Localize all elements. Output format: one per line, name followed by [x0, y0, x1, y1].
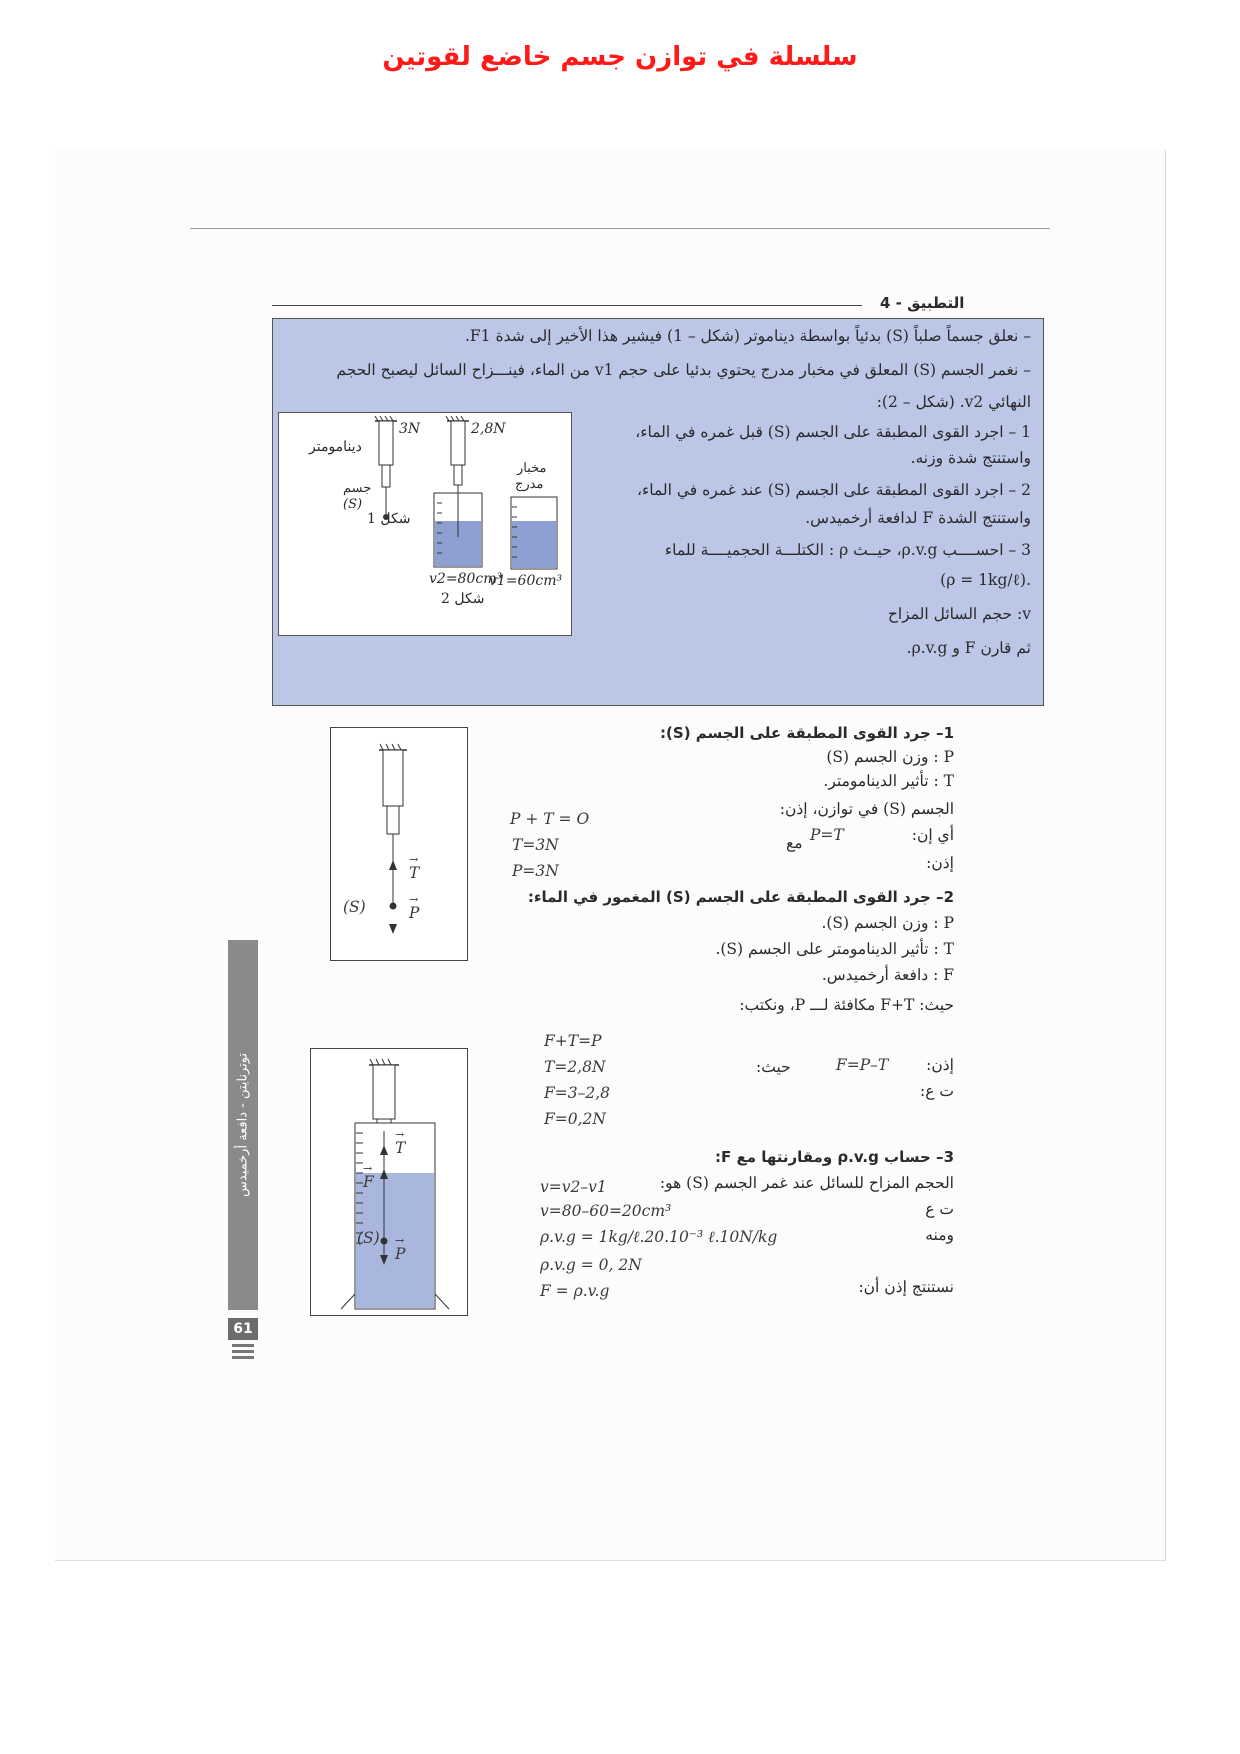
- dynamometer-label: دينامومتر: [309, 439, 362, 455]
- vector-t-label: → T: [409, 864, 419, 882]
- part2-eq4: F=0,2N: [544, 1110, 606, 1128]
- body-s-label: (S): [343, 898, 366, 916]
- application-line-3: النهائي v2. (شكل – 2):: [876, 393, 1031, 411]
- solution-figure-2-drawing: [311, 1049, 467, 1315]
- question-2a: 2 – اجرد القوى المطبقة على الجسم (S) عند غمره في الماء،: [636, 481, 1031, 499]
- part2-eq1: F+T=P: [544, 1032, 602, 1050]
- application-title-rule: [272, 305, 862, 306]
- part1-vector-equation: P + T = O: [510, 810, 590, 828]
- part1-equilibrium: الجسم (S) في توازن، إذن:: [779, 800, 954, 818]
- question-3b: .(ρ = 1kg/ℓ): [940, 571, 1031, 589]
- part3-eq4: ρ.v.g = 0, 2N: [540, 1256, 642, 1274]
- body-symbol: (S): [343, 497, 363, 512]
- side-tab: [228, 940, 258, 1310]
- figure-1-label: شكل 1: [367, 511, 411, 527]
- part3-wa-minhu: ومنه: [925, 1226, 954, 1244]
- part2-eq2: T=2,8N: [544, 1058, 606, 1076]
- part1-item-t: T : تأثير الدينامومتر.: [823, 772, 954, 790]
- part1-idhan: إذن:: [926, 854, 954, 872]
- part2-te: ت ع:: [920, 1082, 954, 1100]
- part2-idhan: إذن:: [926, 1056, 954, 1074]
- page-number: 61: [228, 1318, 258, 1340]
- question-3c: v: حجم السائل المزاح: [887, 605, 1031, 623]
- fig2-body-s-label: (S): [357, 1229, 380, 1247]
- part2-item-f: F : دافعة أرخميدس.: [821, 966, 954, 984]
- question-2b: واستنتج الشدة F لدافعة أرخميدس.: [805, 509, 1031, 527]
- page-title: سلسلة في توازن جسم خاضع لقوتين: [382, 42, 858, 72]
- top-divider: [190, 228, 1050, 229]
- solution-figure-1-drawing: [331, 728, 467, 960]
- cylinder-label-1: مخبار: [517, 461, 547, 476]
- part2-item-p: P : وزن الجسم (S).: [821, 914, 954, 932]
- part1-item-p: P : وزن الجسم (S): [826, 748, 954, 766]
- part1-t-value: T=3N: [512, 836, 559, 854]
- question-3a: 3 – احســــب ρ.v.g، حيــث ρ : الكتلـــة الحجميــــة للماء: [664, 541, 1031, 559]
- reading-3n: 3N: [399, 421, 421, 437]
- part3-heading: 3– حساب ρ.v.g ومقارنتها مع F:: [714, 1148, 954, 1166]
- part1-p-equals-t: P=T: [810, 826, 844, 844]
- part1-ai-an: أي إن:: [911, 826, 954, 844]
- part3-te: ت ع: [925, 1200, 954, 1218]
- question-3d: ثم قارن F و ρ.v.g.: [906, 639, 1031, 657]
- part1-heading: 1– جرد القوى المطبقة على الجسم (S):: [660, 724, 954, 742]
- application-line-1: – نعلق جسماً صلباً (S) بدئياً بواسطة ديناموتر (شكل – 1) فيشير هذا الأخير إلى شدة F1.: [464, 327, 1031, 345]
- solution-figure-2: [310, 1048, 468, 1316]
- part3-conclude: نستنتج إذن أن:: [858, 1278, 954, 1296]
- part1-p-value: P=3N: [512, 862, 559, 880]
- solution-figure-1: [330, 727, 468, 961]
- figure-1-drawing: [375, 416, 397, 520]
- part2-eq3: F=3–2,8: [544, 1084, 611, 1102]
- reading-2-8n: 2,8N: [471, 421, 506, 437]
- part3-line1: الحجم المزاح للسائل عند غمر الجسم (S) هو:: [659, 1174, 954, 1192]
- part2-heading: 2– جرد القوى المطبقة على الجسم (S) المغمور في الماء:: [527, 888, 954, 906]
- fig2-vector-f-label: → F: [363, 1173, 374, 1191]
- vector-p-label: → P: [409, 904, 419, 922]
- application-line-2: – نغمر الجسم (S) المعلق في مخبار مدرج يحتوي بدئيا على حجم v1 من الماء، فينـــزاح السائل ليصبح الحجم: [336, 361, 1031, 379]
- cylinder-label-2: مدرج: [515, 477, 544, 492]
- figure-2-drawing: [434, 416, 482, 567]
- question-1a: 1 – اجرد القوى المطبقة على الجسم (S) قبل غمره في الماء،: [635, 423, 1031, 441]
- part2-item-t: T : تأثير الدينامومتر على الجسم (S).: [715, 940, 954, 958]
- application-figure: [278, 412, 572, 636]
- fig2-vector-t-label: → T: [395, 1139, 405, 1157]
- part2-haythu: حيث:: [756, 1058, 791, 1076]
- figure-2-label: شكل 2: [441, 591, 485, 607]
- page-number-bars: [232, 1344, 254, 1362]
- graduated-cylinder-drawing: [511, 497, 557, 569]
- part3-eq2: v=80–60=20cm³: [540, 1202, 672, 1220]
- part1-ma: مع: [786, 834, 803, 852]
- v2-label: v2=80cm³: [429, 571, 503, 587]
- part3-eq5: F = ρ.v.g: [540, 1282, 610, 1300]
- side-tab-text: توترنايتن - دافعة أرخميدس: [235, 1052, 251, 1198]
- part2-f-expression: F=P–T: [836, 1056, 889, 1074]
- part3-eq1: v=v2–v1: [540, 1178, 607, 1196]
- v1-label: v1=60cm³: [489, 573, 563, 589]
- fig2-vector-p-label: → P: [395, 1245, 405, 1263]
- part3-eq3: ρ.v.g = 1kg/ℓ.20.10⁻³ ℓ.10N/kg: [540, 1228, 778, 1246]
- part2-where: حيث: F+T مكافئة لـــ P، ونكتب:: [739, 996, 954, 1014]
- body-label: جسم: [343, 481, 372, 496]
- application-title: التطبيق - 4: [880, 294, 965, 312]
- question-1b: واستنتج شدة وزنه.: [910, 449, 1031, 467]
